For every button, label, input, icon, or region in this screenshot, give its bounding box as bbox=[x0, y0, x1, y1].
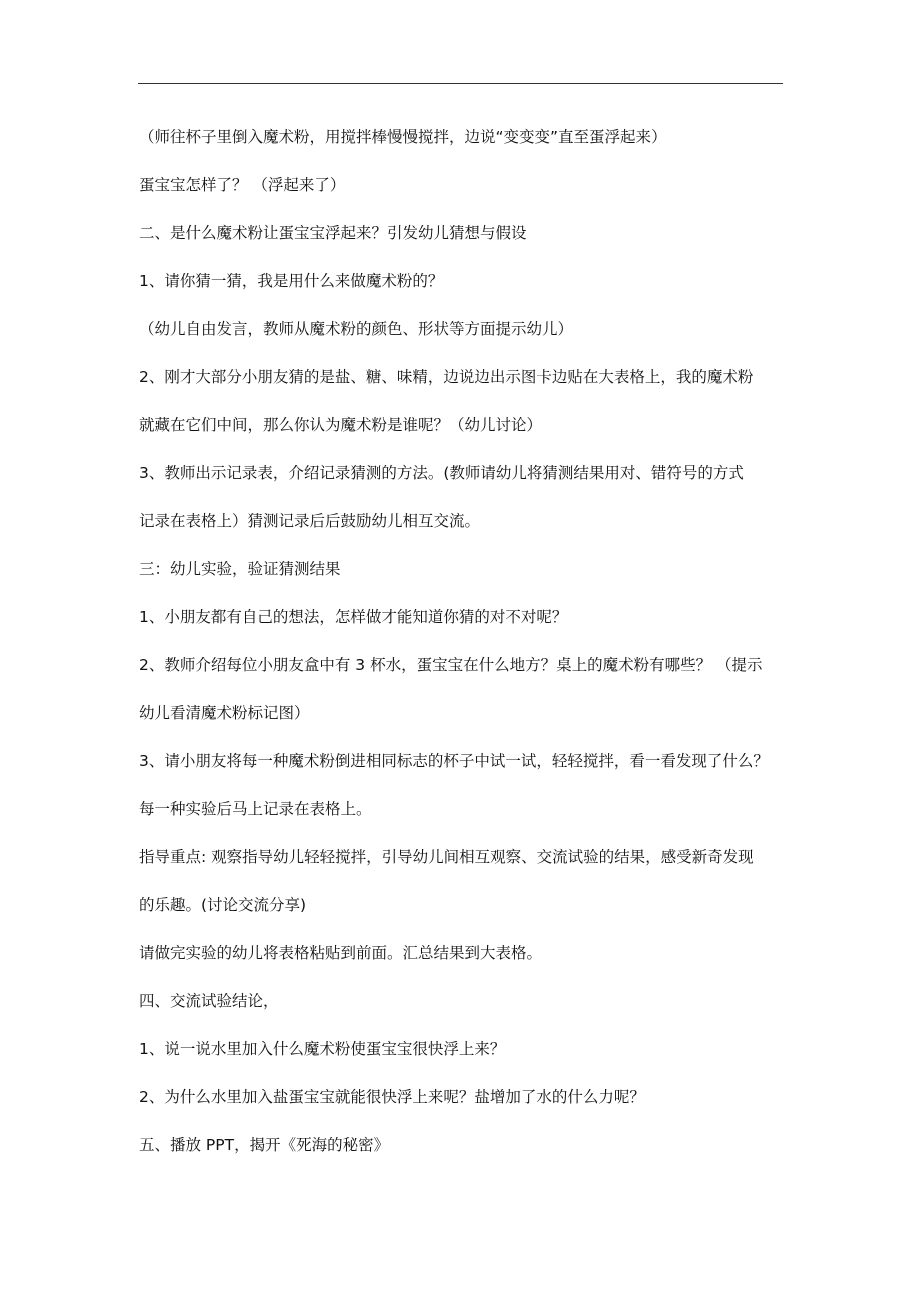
paragraph-line: 2、教师介绍每位小朋友盒中有 3 杯水，蛋宝宝在什么地方？桌上的魔术粉有哪些？ （提示 bbox=[139, 656, 763, 674]
paragraph-line: 每一种实验后马上记录在表格上。 bbox=[139, 800, 372, 818]
paragraph-line: 2、刚才大部分小朋友猜的是盐、糖、味精，边说边出示图卡边贴在大表格上，我的魔术粉 bbox=[139, 368, 754, 386]
header-rule bbox=[138, 83, 783, 84]
paragraph-line: 记录在表格上）猜测记录后后鼓励幼儿相互交流。 bbox=[139, 512, 481, 530]
document-body bbox=[139, 122, 789, 1178]
paragraph-line: 请做完实验的幼儿将表格粘贴到前面。汇总结果到大表格。 bbox=[139, 944, 543, 962]
paragraph-line: 3、教师出示记录表，介绍记录猜测的方法。(教师请幼儿将猜测结果用对、错符号的方式 bbox=[139, 464, 744, 482]
paragraph-line: 1、小朋友都有自己的想法，怎样做才能知道你猜的对不对呢？ bbox=[139, 608, 568, 626]
paragraph-line: （幼儿自由发言，教师从魔术粉的颜色、形状等方面提示幼儿） bbox=[139, 320, 574, 338]
paragraph-line: 指导重点: 观察指导幼儿轻轻搅拌，引导幼儿间相互观察、交流试验的结果，感受新奇发现 bbox=[139, 848, 754, 866]
paragraph-line: 的乐趣。(讨论交流分享) bbox=[139, 896, 307, 914]
paragraph-line: 3、请小朋友将每一种魔术粉倒进相同标志的杯子中试一试，轻轻搅拌，看一看发现了什么？ bbox=[139, 752, 769, 770]
paragraph-line: 幼儿看清魔术粉标记图） bbox=[139, 704, 310, 722]
paragraph-line: 1、请你猜一猜，我是用什么来做魔术粉的？ bbox=[139, 272, 444, 290]
section-heading: 五、播放 PPT，揭开《死海的秘密》 bbox=[139, 1136, 390, 1154]
section-heading: 四、交流试验结论， bbox=[139, 992, 279, 1010]
paragraph-line: 就藏在它们中间，那么你认为魔术粉是谁呢？（幼儿讨论） bbox=[139, 416, 543, 434]
paragraph-line: 2、为什么水里加入盐蛋宝宝就能很快浮上来呢？盐增加了水的什么力呢？ bbox=[139, 1088, 645, 1106]
section-heading: 二、是什么魔术粉让蛋宝宝浮起来？引发幼儿猜想与假设 bbox=[139, 224, 527, 242]
paragraph-line: 1、说一说水里加入什么魔术粉使蛋宝宝很快浮上来？ bbox=[139, 1040, 506, 1058]
paragraph-line: （师往杯子里倒入魔术粉，用搅拌棒慢慢搅拌，边说“变变变”直至蛋浮起来） bbox=[139, 128, 667, 146]
section-heading: 三：幼儿实验，验证猜测结果 bbox=[139, 560, 341, 578]
paragraph-line: 蛋宝宝怎样了？ （浮起来了） bbox=[139, 176, 346, 194]
